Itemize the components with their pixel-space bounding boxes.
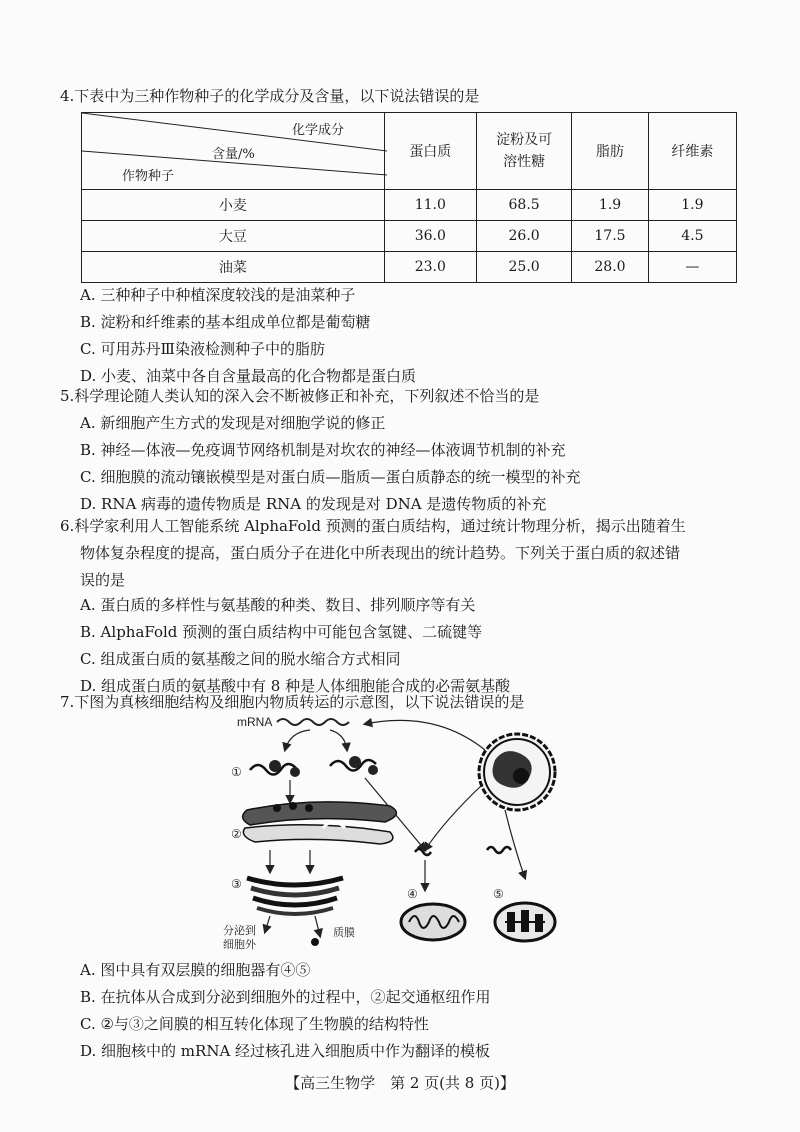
q5-option-a: A. 新细胞产生方式的发现是对细胞学说的修正 (80, 414, 386, 432)
label-2: ② (231, 827, 242, 841)
cell-diagram-svg (215, 710, 585, 950)
row-name-rapeseed: 油菜 (82, 252, 385, 283)
q7-option-c: C. ②与③之间膜的相互转化体现了生物膜的结构特性 (80, 1015, 429, 1033)
q5-option-b: B. 神经—体液—免疫调节网络机制是对坎农的神经—体液调节机制的补充 (80, 441, 566, 459)
table-cell: 36.0 (384, 221, 476, 252)
q5-option-c: C. 细胞膜的流动镶嵌模型是对蛋白质—脂质—蛋白质静态的统一模型的补充 (80, 468, 581, 486)
col-header-starch-line1: 淀粉及可 (496, 132, 553, 148)
table-cell: 11.0 (384, 190, 476, 221)
corner-label-component: 化学成分 (292, 123, 345, 138)
protein-squiggle-1 (415, 849, 431, 855)
table-cell: 68.5 (476, 190, 571, 221)
col-header-starch (476, 113, 571, 190)
q7-option-b: B. 在抗体从合成到分泌到细胞外的过程中，②起交通枢纽作用 (80, 988, 491, 1006)
free-ribosome-2 (330, 756, 378, 775)
q6-option-b: B. AlphaFold 预测的蛋白质结构中可能包含氢键、二硫键等 (80, 623, 483, 641)
row-name-soybean: 大豆 (82, 221, 385, 252)
q5-option-d: D. RNA 病毒的遗传物质是 RNA 的发现是对 DNA 是遗传物质的补充 (80, 495, 547, 513)
q7-option-d: D. 细胞核中的 mRNA 经过核孔进入细胞质中作为翻译的模板 (80, 1042, 491, 1060)
table-cell: 17.5 (572, 221, 648, 252)
q6-option-c: C. 组成蛋白质的氨基酸之间的脱水缩合方式相同 (80, 650, 401, 668)
col-header-protein: 蛋白质 (384, 113, 476, 190)
table-cell: 4.5 (648, 221, 736, 252)
q4-table (81, 112, 737, 283)
table-row (82, 252, 737, 283)
label-secrete-line1: 分泌到 (223, 924, 256, 937)
q6-option-d: D. 组成蛋白质的氨基酸中有 8 种是人体细胞能合成的必需氨基酸 (80, 677, 511, 695)
q6-stem-line2: 物体复杂程度的提高，蛋白质分子在进化中所表现出的统计趋势。下列关于蛋白质的叙述错 (80, 544, 681, 562)
page-footer: 【高三生物学 第 2 页(共 8 页)】 (285, 1074, 515, 1092)
cell-structure-diagram (215, 710, 585, 950)
q4-option-a: A. 三种种子中种植深度较浅的是油菜种子 (80, 286, 356, 304)
vesicle (311, 938, 319, 946)
golgi-apparatus (247, 878, 343, 914)
col-header-starch-line2: 溶性糖 (503, 154, 546, 170)
arrow-ribosome-1 (285, 730, 310, 750)
label-4: ④ (407, 887, 418, 901)
table-cell: 25.0 (476, 252, 571, 283)
table-cell: 1.9 (648, 190, 736, 221)
label-membrane: 质膜 (333, 926, 355, 939)
protein-squiggle-2 (487, 847, 511, 853)
corner-label-seed: 作物种子 (122, 169, 175, 184)
label-1: ① (231, 765, 242, 779)
chloroplast (495, 903, 555, 941)
table-header-row (82, 113, 737, 190)
q6-stem-line3: 误的是 (80, 571, 126, 589)
nucleus (479, 734, 555, 810)
q4-stem: 4.下表中为三种作物种子的化学成分及含量，以下说法错误的是 (60, 87, 480, 105)
table-cell: 1.9 (572, 190, 648, 221)
table-cell: 26.0 (476, 221, 571, 252)
row-name-wheat: 小麦 (82, 190, 385, 221)
arrow-nucleus-mrna (365, 720, 485, 750)
arrow-ribosome-2 (330, 730, 347, 750)
q4-option-b: B. 淀粉和纤维素的基本组成单位都是葡萄糖 (80, 313, 371, 331)
arrow-nucleus-2 (505, 810, 525, 878)
q5-stem: 5.科学理论随人类认知的深入会不断被修正和补充，下列叙述不恰当的是 (60, 387, 540, 405)
label-5: ⑤ (493, 887, 504, 901)
table-corner-cell (82, 113, 385, 190)
table-cell: — (648, 252, 736, 283)
q4-option-d: D. 小麦、油菜中各自含量最高的化合物都是蛋白质 (80, 367, 417, 385)
label-3: ③ (231, 877, 242, 891)
q6-stem-line1: 6.科学家利用人工智能系统 AlphaFold 预测的蛋白质结构，通过统计物理分析，揭示出随着生 (60, 517, 686, 535)
q6-option-a: A. 蛋白质的多样性与氨基酸的种类、数目、排列顺序等有关 (80, 596, 476, 614)
free-ribosome-1 (250, 760, 300, 777)
mrna-label: mRNA (237, 715, 273, 729)
table-cell: 28.0 (572, 252, 648, 283)
col-header-cellulose: 纤维素 (648, 113, 736, 190)
label-secrete-line2: 细胞外 (223, 938, 256, 950)
arrow-nucleus-1 (425, 784, 483, 850)
q7-stem: 7.下图为真核细胞结构及细胞内物质转运的示意图，以下说法错误的是 (60, 693, 525, 711)
table-row (82, 190, 737, 221)
q7-option-a: A. 图中具有双层膜的细胞器有④⑤ (80, 961, 311, 979)
table-cell: 23.0 (384, 252, 476, 283)
corner-label-content: 含量/% (212, 147, 255, 162)
endoplasmic-reticulum (243, 802, 397, 844)
table-row (82, 221, 737, 252)
mitochondrion (401, 904, 465, 940)
mrna-strand (277, 719, 349, 725)
arrow-secrete (265, 916, 270, 932)
col-header-fat: 脂肪 (572, 113, 648, 190)
arrow-to-membrane (315, 916, 320, 936)
q4-option-c: C. 可用苏丹Ⅲ染液检测种子中的脂肪 (80, 340, 325, 358)
